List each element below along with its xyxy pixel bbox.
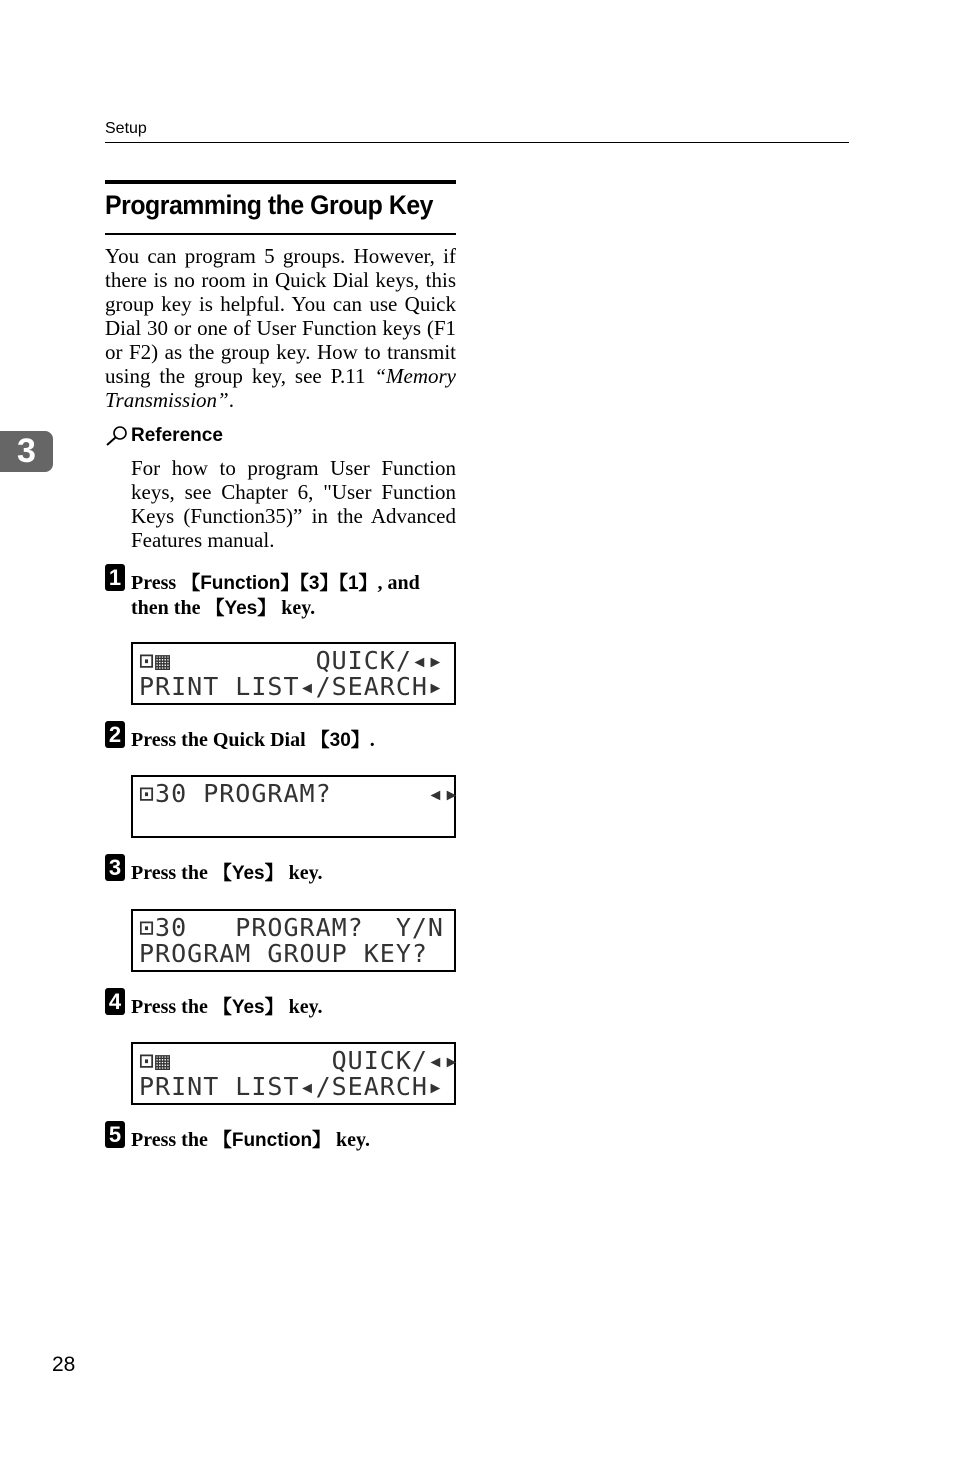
lcd-display [131,775,461,838]
lcd-line-2: PRINT LIST◂/SEARCH▸ [139,672,444,701]
reference-heading [105,425,223,447]
reference-heading-label: Reference [131,425,223,446]
magnifier-icon [105,425,129,447]
header-rule [105,142,849,143]
step-text-part: Press [131,572,182,594]
lcd-display [131,909,456,972]
title-rule-top [105,180,456,184]
step-text-part: key. [283,862,323,884]
lcd-display [131,1042,461,1105]
function-3-1-key: 【Function】【3】【1】 [181,573,378,594]
step-text-part: key. [331,1129,370,1151]
yes-key: 【Yes】 [212,863,284,884]
intro-end: . [228,388,234,412]
page-number: 28 [52,1353,76,1376]
yes-key: 【Yes】 [212,997,284,1018]
step-instruction [131,728,456,753]
step-number-badge: 5 [105,1121,125,1148]
step-instruction [131,861,456,886]
lcd-line-2: PROGRAM GROUP KEY? [139,939,428,968]
intro-paragraph [105,244,456,412]
quick-dial-30-key: 【30】 [310,730,370,751]
step-text-part: . [369,729,375,751]
intro-text: You can program 5 groups. However, if there is no room in Quick Dial keys, this group key is helpful. You can use Quick Dial 30 or one of User Function keys (F1 or F2) as the group key. How to transmit using the group key, see P.11 [105,244,456,388]
reference-text: For how to program User Function keys, see Chapter 6, "User Function Keys (Function35)” in the Advanced Features manual. [131,456,456,552]
lcd-line-1: ⊡30 PROGRAM? Y/N [139,913,444,942]
step-text-part: Press the [131,862,213,884]
step-text-part: Press the [131,996,213,1018]
step-text-part: key. [276,597,316,619]
step-number-badge: 4 [105,988,125,1015]
running-header: Setup [105,120,147,137]
chapter-tab: 3 [0,431,53,472]
step-instruction [131,571,456,621]
function-key: 【Function】 [212,1130,332,1151]
step-text-part: key. [283,996,323,1018]
step-text-part: , and then the [131,572,420,619]
page-title: Programming the Group Key [105,190,434,220]
yes-key: 【Yes】 [205,598,277,619]
lcd-line-1: ⊡▦ QUICK/◂▸ [139,1046,461,1075]
lcd-display [131,642,456,705]
step-number-badge: 1 [105,564,125,591]
lcd-line-1: ⊡▦ QUICK/◂▸ [139,646,444,675]
step-text-part: Press the [131,1129,213,1151]
title-rule-bottom [105,233,456,235]
lcd-line-1: ⊡30 PROGRAM? ◂▸ [139,779,461,808]
step-number-badge: 2 [105,721,125,748]
step-instruction [131,1128,456,1153]
intro-reference-link[interactable]: “Memory Transmission” [105,364,456,412]
step-number-badge: 3 [105,854,125,881]
step-text-part: Press the Quick Dial [131,729,311,751]
lcd-line-2: PRINT LIST◂/SEARCH▸ [139,1072,444,1101]
step-instruction [131,995,456,1020]
